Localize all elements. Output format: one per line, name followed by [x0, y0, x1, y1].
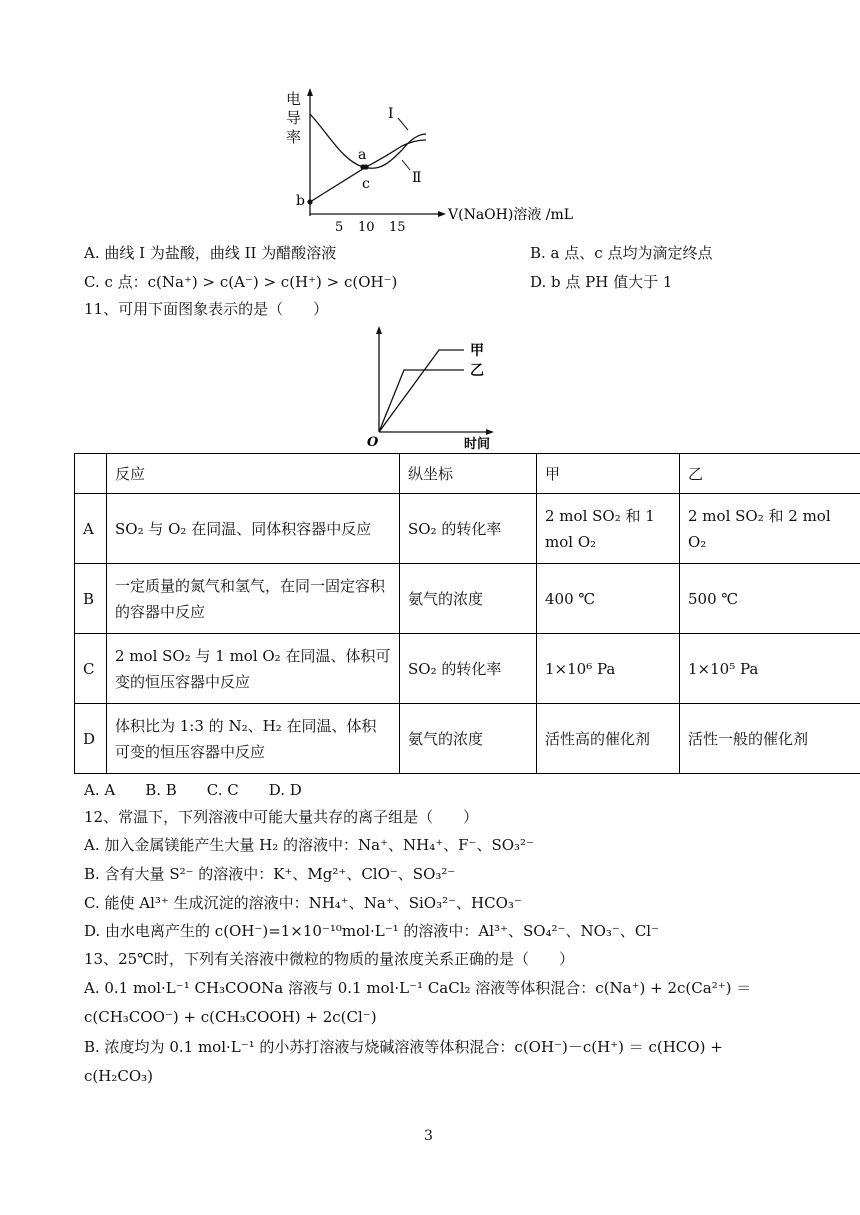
- table-cell: D: [75, 704, 107, 774]
- table-header-row: [75, 454, 860, 494]
- table-cell: 1×10⁶ Pa: [537, 634, 680, 704]
- q13-option-a-line1: A. 0.1 mol·L⁻¹ CH₃COONa 溶液与 0.1 mol·L⁻¹ CaCl₂ 溶液等体积混合：c(Na⁺) + 2c(Ca²⁺) ＝: [84, 979, 752, 997]
- table-cell: 2 mol SO₂ 与 1 mol O₂ 在同温、体积可变的恒压容器中反应: [107, 634, 400, 704]
- table-row: [75, 564, 860, 634]
- table-row: [75, 494, 860, 564]
- q11-line-jia-label: 甲: [470, 343, 484, 359]
- x-axis-label: V(NaOH)溶液 /mL: [448, 207, 574, 223]
- tick-15: 15: [389, 220, 406, 235]
- table-cell: 400 ℃: [537, 564, 680, 634]
- q12-option-c: C. 能使 Al³⁺ 生成沉淀的溶液中：NH₄⁺、Na⁺、SiO₃²⁻、HCO₃⁻: [84, 894, 522, 912]
- q13-option-b-line2: c(H₂CO₃): [84, 1067, 153, 1085]
- q11-table: [74, 453, 860, 774]
- q13-stem: 13、25℃时，下列有关溶液中微粒的物质的量浓度关系正确的是（ ）: [84, 950, 574, 968]
- conductivity-figure: [280, 88, 600, 238]
- table-row: [75, 704, 860, 774]
- header-cell: 反应: [107, 454, 400, 494]
- q13-option-b-line1: B. 浓度均为 0.1 mol·L⁻¹ 的小苏打溶液与烧碱溶液等体积混合：c(OH⁻)－c(H⁺) ＝ c(HCO) +: [84, 1038, 723, 1056]
- q13-option-a-line2: c(CH₃COO⁻) + c(CH₃COOH) + 2c(Cl⁻): [84, 1008, 377, 1026]
- header-cell: 甲: [537, 454, 680, 494]
- curve-II-leader: [402, 160, 410, 170]
- table-cell: 1×10⁵ Pa: [680, 634, 860, 704]
- q10-option-b: B. a 点、c 点均为滴定终点: [530, 244, 713, 262]
- q10-option-c: C. c 点：c(Na⁺) > c(A⁻) > c(H⁺) > c(OH⁻): [84, 273, 398, 291]
- q11-line-yi-label: 乙: [470, 363, 484, 379]
- header-cell: 乙: [680, 454, 860, 494]
- table-cell: A: [75, 494, 107, 564]
- point-b-marker: [307, 199, 312, 204]
- table-cell: 氨气的浓度: [400, 564, 537, 634]
- table-cell: 活性高的催化剂: [537, 704, 680, 774]
- table-cell: C: [75, 634, 107, 704]
- x-axis-arrow: [438, 211, 446, 217]
- table-cell: SO₂ 的转化率: [400, 634, 537, 704]
- curve-II-label: Ⅱ: [412, 170, 422, 186]
- curve-I-leader: [398, 118, 408, 130]
- table-cell: SO₂ 的转化率: [400, 494, 537, 564]
- q11-y-axis-arrow: [376, 326, 382, 334]
- tick-10: 10: [358, 220, 375, 235]
- q11-x-axis-label: 时间: [464, 437, 491, 450]
- table-cell: 2 mol SO₂ 和 1 mol O₂: [537, 494, 680, 564]
- table-cell: 500 ℃: [680, 564, 860, 634]
- q11-graph: [364, 326, 504, 450]
- y-axis-arrow: [307, 88, 313, 96]
- line-yi: [379, 370, 464, 432]
- q12-option-b: B. 含有大量 S²⁻ 的溶液中：K⁺、Mg²⁺、ClO⁻、SO₃²⁻: [84, 865, 456, 883]
- q10-option-a: A. 曲线 I 为盐酸，曲线 II 为醋酸溶液: [84, 244, 337, 262]
- q11-stem: 11、可用下面图象表示的是（ ）: [84, 300, 329, 318]
- table-cell: B: [75, 564, 107, 634]
- q10-option-d: D. b 点 PH 值大于 1: [530, 273, 673, 291]
- q12-stem: 12、常温下，下列溶液中可能大量共存的离子组是（ ）: [84, 808, 479, 826]
- header-cell: [75, 454, 107, 494]
- curve-I: [310, 114, 426, 168]
- point-c-marker: [363, 164, 368, 169]
- ylabel-char-2: 导: [286, 109, 302, 127]
- point-a-label: a: [358, 147, 367, 163]
- point-b-label: b: [296, 193, 305, 209]
- header-cell: 纵坐标: [400, 454, 537, 494]
- q11-origin-label: O: [367, 435, 379, 450]
- ylabel-char-1: 电: [286, 90, 302, 108]
- q12-option-a: A. 加入金属镁能产生大量 H₂ 的溶液中：Na⁺、NH₄⁺、F⁻、SO₃²⁻: [84, 836, 534, 854]
- table-cell: 2 mol SO₂ 和 2 mol O₂: [680, 494, 860, 564]
- q11-x-axis-arrow: [486, 429, 494, 435]
- table-cell: 氨气的浓度: [400, 704, 537, 774]
- curve-II: [310, 140, 426, 202]
- table-cell: 体积比为 1:3 的 N₂、H₂ 在同温、体积可变的恒压容器中反应: [107, 704, 400, 774]
- table-cell: 活性一般的催化剂: [680, 704, 860, 774]
- table-cell: SO₂ 与 O₂ 在同温、同体积容器中反应: [107, 494, 400, 564]
- curve-I-label: Ⅰ: [388, 106, 394, 122]
- page-number: 3: [424, 1128, 433, 1144]
- table-cell: 一定质量的氮气和氢气，在同一固定容积的容器中反应: [107, 564, 400, 634]
- q11-options: A. A B. B C. C D. D: [84, 781, 302, 799]
- ylabel-char-3: 率: [286, 128, 302, 146]
- tick-5: 5: [335, 220, 344, 235]
- line-jia: [379, 350, 464, 432]
- q12-option-d: D. 由水电离产生的 c(OH⁻)=1×10⁻¹⁰mol·L⁻¹ 的溶液中：Al³⁺、SO₄²⁻、NO₃⁻、Cl⁻: [84, 922, 660, 940]
- point-c-label: c: [362, 176, 370, 192]
- table-row: [75, 634, 860, 704]
